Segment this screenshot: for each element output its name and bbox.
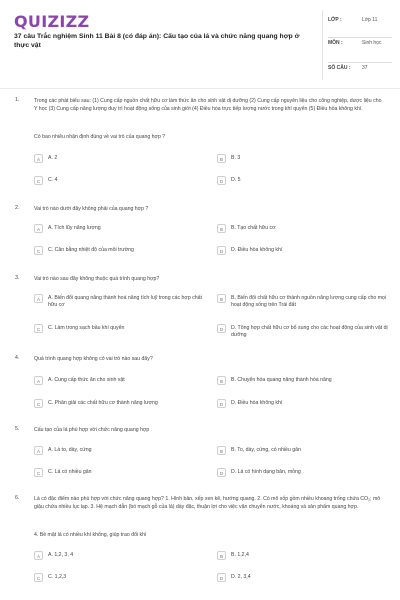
option-key-box: A (34, 446, 43, 455)
option-key-box: B (217, 551, 226, 560)
option-label: B. 1,2,4 (231, 552, 249, 558)
option-label: A. Lá to, dày, cứng (48, 447, 92, 453)
option-label: D. 5 (231, 177, 241, 183)
option-label: B. 3 (231, 155, 241, 161)
option-a[interactable] (34, 374, 204, 388)
option-a[interactable] (34, 444, 204, 458)
option-label: C. Phân giải các chất hữu cơ thành năng lượng (48, 400, 158, 406)
option-label: C. Làm trong sạch bầu khí quyển (48, 325, 125, 331)
option-key-box: D (217, 324, 226, 333)
count-label: SỐ CÂU : (328, 65, 351, 71)
option-label: B. Biến đổi chất hữu cơ thành nguồn năng lượng cung cấp cho mọi hoạt động sống trên Trái đất (231, 295, 387, 308)
option-key-box: C (34, 176, 43, 185)
option-d[interactable] (217, 571, 387, 585)
option-label: D. Điều hòa không khí (231, 247, 283, 253)
option-c[interactable] (34, 244, 204, 258)
option-label: A. Biến đổi quang năng thành hoá năng tích luỹ trong các hợp chất hữu cơ (48, 295, 202, 308)
question-subtext: Có bao nhiêu nhận định đúng về vai trò của quang hợp ? (34, 134, 166, 140)
class-value: Lớp 11 (362, 17, 378, 23)
option-key-box: C (34, 246, 43, 255)
option-key-box: C (34, 468, 43, 477)
meta-panel (328, 15, 392, 77)
option-key-box: D (217, 176, 226, 185)
option-key-box: B (217, 294, 226, 303)
meta-count-row (328, 63, 392, 77)
option-c[interactable] (34, 174, 204, 188)
meta-subject-row (328, 38, 392, 63)
option-a[interactable] (34, 292, 204, 306)
header-divider (322, 10, 323, 80)
option-b[interactable] (217, 444, 387, 458)
question-number: 3. (15, 275, 20, 281)
option-label: B. Tạo chất hữu cơ (231, 225, 276, 231)
option-b[interactable] (217, 152, 387, 166)
option-b[interactable] (217, 222, 387, 236)
option-b[interactable] (217, 549, 387, 563)
option-label: D. Điều hòa không khí (231, 400, 283, 406)
question-text: Quá trình quang hợp không có vai trò nào sau đây? (34, 356, 153, 362)
question-text: Cấu tạo của lá phù hợp với chức năng quang hợp (34, 427, 150, 433)
option-key-box: D (217, 399, 226, 408)
page-title: 37 câu Trắc nghiệm Sinh 11 Bài 8 (có đáp án): Cấu tạo của lá và chức năng quang hợp ở thực vật (14, 33, 300, 49)
option-label: A. Cung cấp thức ăn cho sinh vật (48, 377, 125, 383)
option-label: A. 2 (48, 155, 58, 161)
option-label: B. Chuyển hóa quang năng thành hóa năng (231, 377, 332, 383)
option-label: B. To, dày, cứng, có nhiều gân (231, 447, 301, 453)
option-c[interactable] (34, 466, 204, 480)
option-key-box: B (217, 154, 226, 163)
question-number: 4. (15, 355, 20, 361)
option-key-box: D (217, 573, 226, 582)
option-key-box: A (34, 154, 43, 163)
quizizz-logo[interactable]: QUIZIZZ (14, 12, 90, 31)
meta-class-row (328, 15, 392, 38)
class-label: LỚP : (328, 17, 342, 23)
question-number: 1. (15, 97, 20, 103)
option-key-box: D (217, 246, 226, 255)
option-label: D. Tổng hợp chất hữu cơ bổ sung cho các hoạt động của sinh vật dị dưỡng (231, 325, 388, 338)
option-d[interactable] (217, 397, 387, 411)
option-key-box: C (34, 324, 43, 333)
option-key-box: A (34, 294, 43, 303)
option-label: A. 1,2, 3, 4 (48, 552, 74, 558)
count-value: 37 (362, 65, 368, 71)
option-a[interactable] (34, 152, 204, 166)
subject-label: MÔN : (328, 40, 343, 46)
option-a[interactable] (34, 549, 204, 563)
question-number: 6. (15, 495, 20, 501)
option-key-box: A (34, 551, 43, 560)
option-key-box: C (34, 573, 43, 582)
option-key-box: D (217, 468, 226, 477)
header-bottom-divider (0, 88, 400, 89)
option-c[interactable] (34, 571, 204, 585)
option-d[interactable] (217, 322, 387, 336)
question-text: Vai trò nào sau đây không thuộc quá trình quang hợp? (34, 276, 160, 282)
option-key-box: A (34, 376, 43, 385)
header (0, 0, 400, 90)
option-d[interactable] (217, 244, 387, 258)
option-key-box: C (34, 399, 43, 408)
option-label: C. Lá có nhiều gân (48, 469, 92, 475)
option-c[interactable] (34, 322, 204, 336)
subject-value: Sinh học (362, 40, 382, 46)
option-label: C. 1,2,3 (48, 574, 67, 580)
question-text: Lá có đặc điểm nào phù hợp với chức năng quang hợp? 1. Hình bản, xếp xen kẽ, hướng quang. 2. Có mô xốp gồm nhiều khoang trống chứa CO₂; mô giậu chứa nhiều lục lạp. 3. Hệ mạch dẫn (bó mạch gỗ của lá) dày đặc, thuận lợi cho việc vận chuyển nước, khoáng và sản phẩm quang hợp. (34, 496, 381, 510)
option-key-box: A (34, 224, 43, 233)
option-b[interactable] (217, 292, 387, 306)
option-key-box: B (217, 224, 226, 233)
option-d[interactable] (217, 466, 387, 480)
question-text: Trong các phát biểu sau: (1) Cung cấp nguồn chất hữu cơ làm thức ăn cho sinh vật dị dưỡng (2) Cung cấp nguyên liệu cho công nghiệp, dược liệu cho Y học (3) Cung cấp năng lượng duy trì hoạt động sống của sinh giới (4) Điều hòa trực tiếp lượng nước trong khí quyển (5) Điều hòa không khí. (34, 98, 382, 112)
option-label: A. Tích lũy năng lượng (48, 225, 101, 231)
option-a[interactable] (34, 222, 204, 236)
question-number: 2. (15, 205, 20, 211)
question-text: Vai trò nào dưới đây không phải của quang hợp ? (34, 206, 149, 212)
option-d[interactable] (217, 174, 387, 188)
option-key-box: B (217, 446, 226, 455)
option-key-box: B (217, 376, 226, 385)
question-number: 5. (15, 426, 20, 432)
option-b[interactable] (217, 374, 387, 388)
option-label: D. Lá có hình dạng bản, mỏng (231, 469, 301, 475)
option-label: D. 2, 3,4 (231, 574, 251, 580)
option-label: C. Cân bằng nhiệt độ của môi trường (48, 247, 134, 253)
option-c[interactable] (34, 397, 204, 411)
option-label: C. 4 (48, 177, 58, 183)
question-subtext: 4. Bề mặt lá có nhiều khí khổng, giúp trao đổi khí (34, 532, 147, 538)
